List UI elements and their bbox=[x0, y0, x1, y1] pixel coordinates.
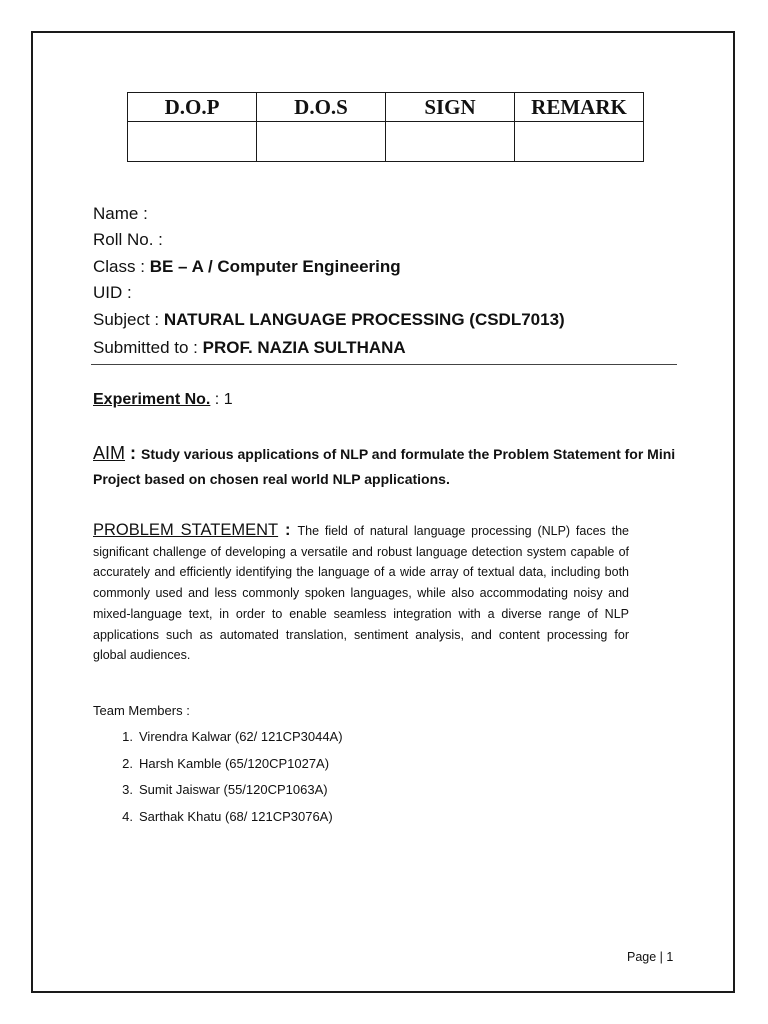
name-field bbox=[93, 204, 148, 224]
experiment-line bbox=[93, 390, 233, 410]
problem-statement-text: The field of natural language processing (NLP) faces the significant challenge of developing a versatile and robust language detection system capable of accurately and efficiently identifying the language of a wide array of textual data, including both commonly used and less commonly spoken languages, while also accommodating noisy and mixed-language text, in order to enable seamless integration with a diverse range of NLP applications such as automated translation, sentiment analysis, and content processing for global audiences. bbox=[93, 524, 629, 663]
divider-line bbox=[91, 364, 677, 365]
grade-table-header-row bbox=[128, 93, 644, 122]
roll-field bbox=[93, 230, 163, 250]
list-item-number: 1. bbox=[122, 729, 133, 744]
team-list bbox=[93, 728, 343, 834]
class-label: Class : bbox=[93, 257, 145, 276]
list-item bbox=[93, 755, 343, 782]
cell-remark bbox=[515, 122, 644, 162]
aim-label: AIM bbox=[93, 443, 126, 463]
experiment-separator: : bbox=[210, 391, 224, 408]
team-member-name: Harsh Kamble (65/120CP1027A) bbox=[139, 755, 330, 771]
cell-sign bbox=[386, 122, 515, 162]
team-member-name: Sumit Jaiswar (55/120CP1063A) bbox=[139, 782, 328, 797]
grade-table-row bbox=[128, 122, 644, 162]
problem-statement-colon: : bbox=[278, 521, 298, 539]
aim-colon: : bbox=[125, 443, 142, 463]
list-item bbox=[93, 781, 343, 808]
list-item bbox=[93, 808, 343, 835]
subject-value: NATURAL LANGUAGE PROCESSING (CSDL7013) bbox=[163, 310, 565, 329]
subject-label: Subject : bbox=[93, 310, 160, 329]
subject-field bbox=[93, 310, 565, 330]
header-dos: D.O.S bbox=[257, 93, 386, 122]
list-item-number: 3. bbox=[122, 782, 133, 797]
class-value: BE – A / Computer Engineering bbox=[149, 257, 401, 276]
experiment-number: 1 bbox=[223, 391, 233, 408]
header-sign: SIGN bbox=[386, 93, 515, 122]
page-number: Page | 1 bbox=[627, 950, 674, 964]
problem-statement-section bbox=[93, 520, 629, 666]
list-item-number: 2. bbox=[122, 755, 133, 771]
uid-label: UID : bbox=[93, 283, 132, 302]
team-heading: Team Members : bbox=[93, 703, 190, 718]
problem-statement-label: PROBLEM STATEMENT bbox=[93, 521, 279, 539]
aim-text: Study various applications of NLP and formulate the Problem Statement for Mini Project based on chosen real world NLP applications. bbox=[93, 446, 676, 487]
submitted-field bbox=[93, 338, 406, 358]
cell-dop bbox=[128, 122, 257, 162]
list-item-number: 4. bbox=[122, 808, 133, 824]
header-dop: D.O.P bbox=[128, 93, 257, 122]
list-item bbox=[93, 728, 343, 755]
class-field bbox=[93, 257, 401, 277]
team-member-name: Virendra Kalwar (62/ 121CP3044A) bbox=[139, 729, 343, 744]
uid-field bbox=[93, 283, 132, 303]
cell-dos bbox=[257, 122, 386, 162]
submitted-label: Submitted to : bbox=[93, 338, 198, 357]
roll-label: Roll No. : bbox=[93, 230, 163, 249]
team-member-name: Sarthak Khatu (68/ 121CP3076A) bbox=[139, 808, 333, 824]
experiment-label: Experiment No. bbox=[93, 391, 211, 408]
page-border bbox=[31, 31, 735, 993]
submitted-value: PROF. NAZIA SULTHANA bbox=[202, 338, 406, 357]
aim-section bbox=[93, 441, 683, 492]
header-remark: REMARK bbox=[515, 93, 644, 122]
grade-table bbox=[127, 92, 644, 162]
name-label: Name : bbox=[93, 204, 148, 223]
